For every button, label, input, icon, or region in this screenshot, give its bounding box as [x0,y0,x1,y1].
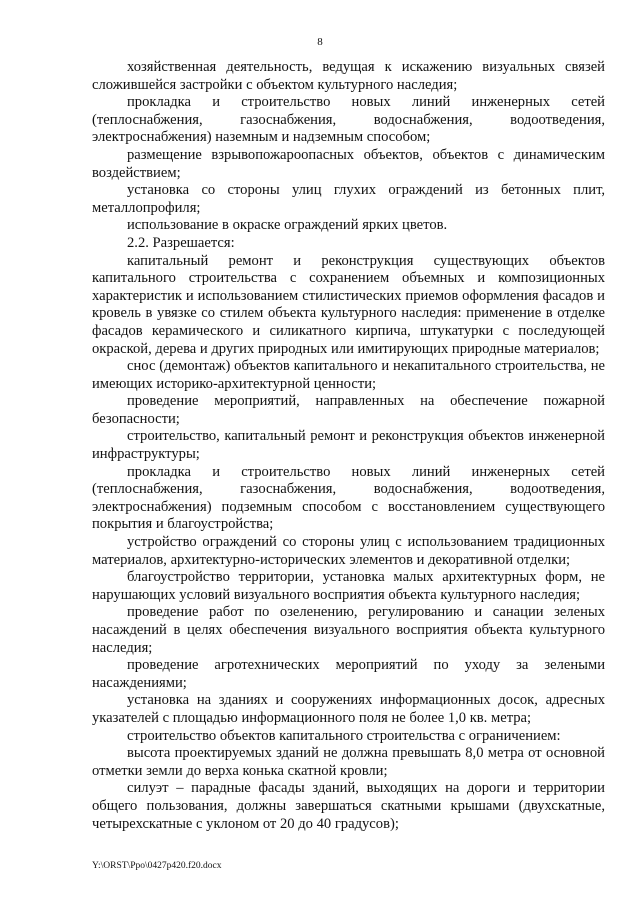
paragraph: проведение работ по озеленению, регулированию и санации зеленых насаждений в целях обеспечения визуального восприятия объекта культурного наследия; [92,604,605,656]
paragraph: устройство ограждений со стороны улиц с использованием традиционных материалов, архитектурно-исторических элементов и декоративной отделки; [92,534,605,568]
paragraph: установка на зданиях и сооружениях информационных досок, адресных указателей с площадью информационного поля не более 1,0 кв. метра; [92,692,605,726]
paragraph: строительство объектов капитального строительства с ограничением: [127,727,561,744]
section-heading: 2.2. Разрешается: [127,234,235,251]
document-body [92,59,605,833]
paragraph: силуэт – парадные фасады зданий, выходящих на дороги и территории общего пользования, должны завершаться скатными крышами (двухскатные, четырехскатные с уклоном от 20 до 40 градусов); [92,780,605,832]
paragraph: капитальный ремонт и реконструкция существующих объектов капитального строительства с сохранением объемных и композиционных характеристик и использованием стилистических приемов оформления фасадов и кровель в увязке со стилем объекта культурного наследия: применение в отделке фасадов керамического и силикатного кирпича, штукатурки с последующей окраской, дерева и других природных или имитирующих природные материалов; [92,252,605,357]
page-number: 8 [317,36,323,48]
paragraph: снос (демонтаж) объектов капитального и некапитального строительства, не имеющих историко-архитектурной ценности; [92,358,605,392]
paragraph: проведение агротехнических мероприятий по уходу за зелеными насаждениями; [92,657,605,691]
footer-file-path: Y:\ORST\Ppo\0427p420.f20.docx [92,861,222,871]
paragraph: благоустройство территории, установка малых архитектурных форм, не нарушающих условий визуального восприятия объекта культурного наследия; [92,569,605,603]
paragraph: прокладка и строительство новых линий инженерных сетей (теплоснабжения, газоснабжения, водоснабжения, водоотведения, электроснабжения) наземным и надземным способом; [92,94,605,146]
paragraph: установка со стороны улиц глухих ограждений из бетонных плит, металлопрофиля; [92,182,605,216]
paragraph: строительство, капитальный ремонт и реконструкция объектов инженерной инфраструктуры; [92,428,605,463]
paragraph: использование в окраске ограждений ярких цветов. [127,217,448,234]
paragraph: прокладка и строительство новых линий инженерных сетей (теплоснабжения, газоснабжения, водоснабжения, водоотведения, электроснабжения) подземным способом с восстановлением существующего покрытия и благоустройства; [92,463,605,533]
paragraph: высота проектируемых зданий не должна превышать 8,0 метра от основной отметки земли до верха конька скатной кровли; [92,745,605,779]
paragraph: размещение взрывопожароопасных объектов, объектов с динамическим воздействием; [92,146,605,181]
paragraph: проведение мероприятий, направленных на обеспечение пожарной безопасности; [92,393,605,427]
paragraph: хозяйственная деятельность, ведущая к искажению визуальных связей сложившейся застройки с объектом культурного наследия; [92,59,605,93]
